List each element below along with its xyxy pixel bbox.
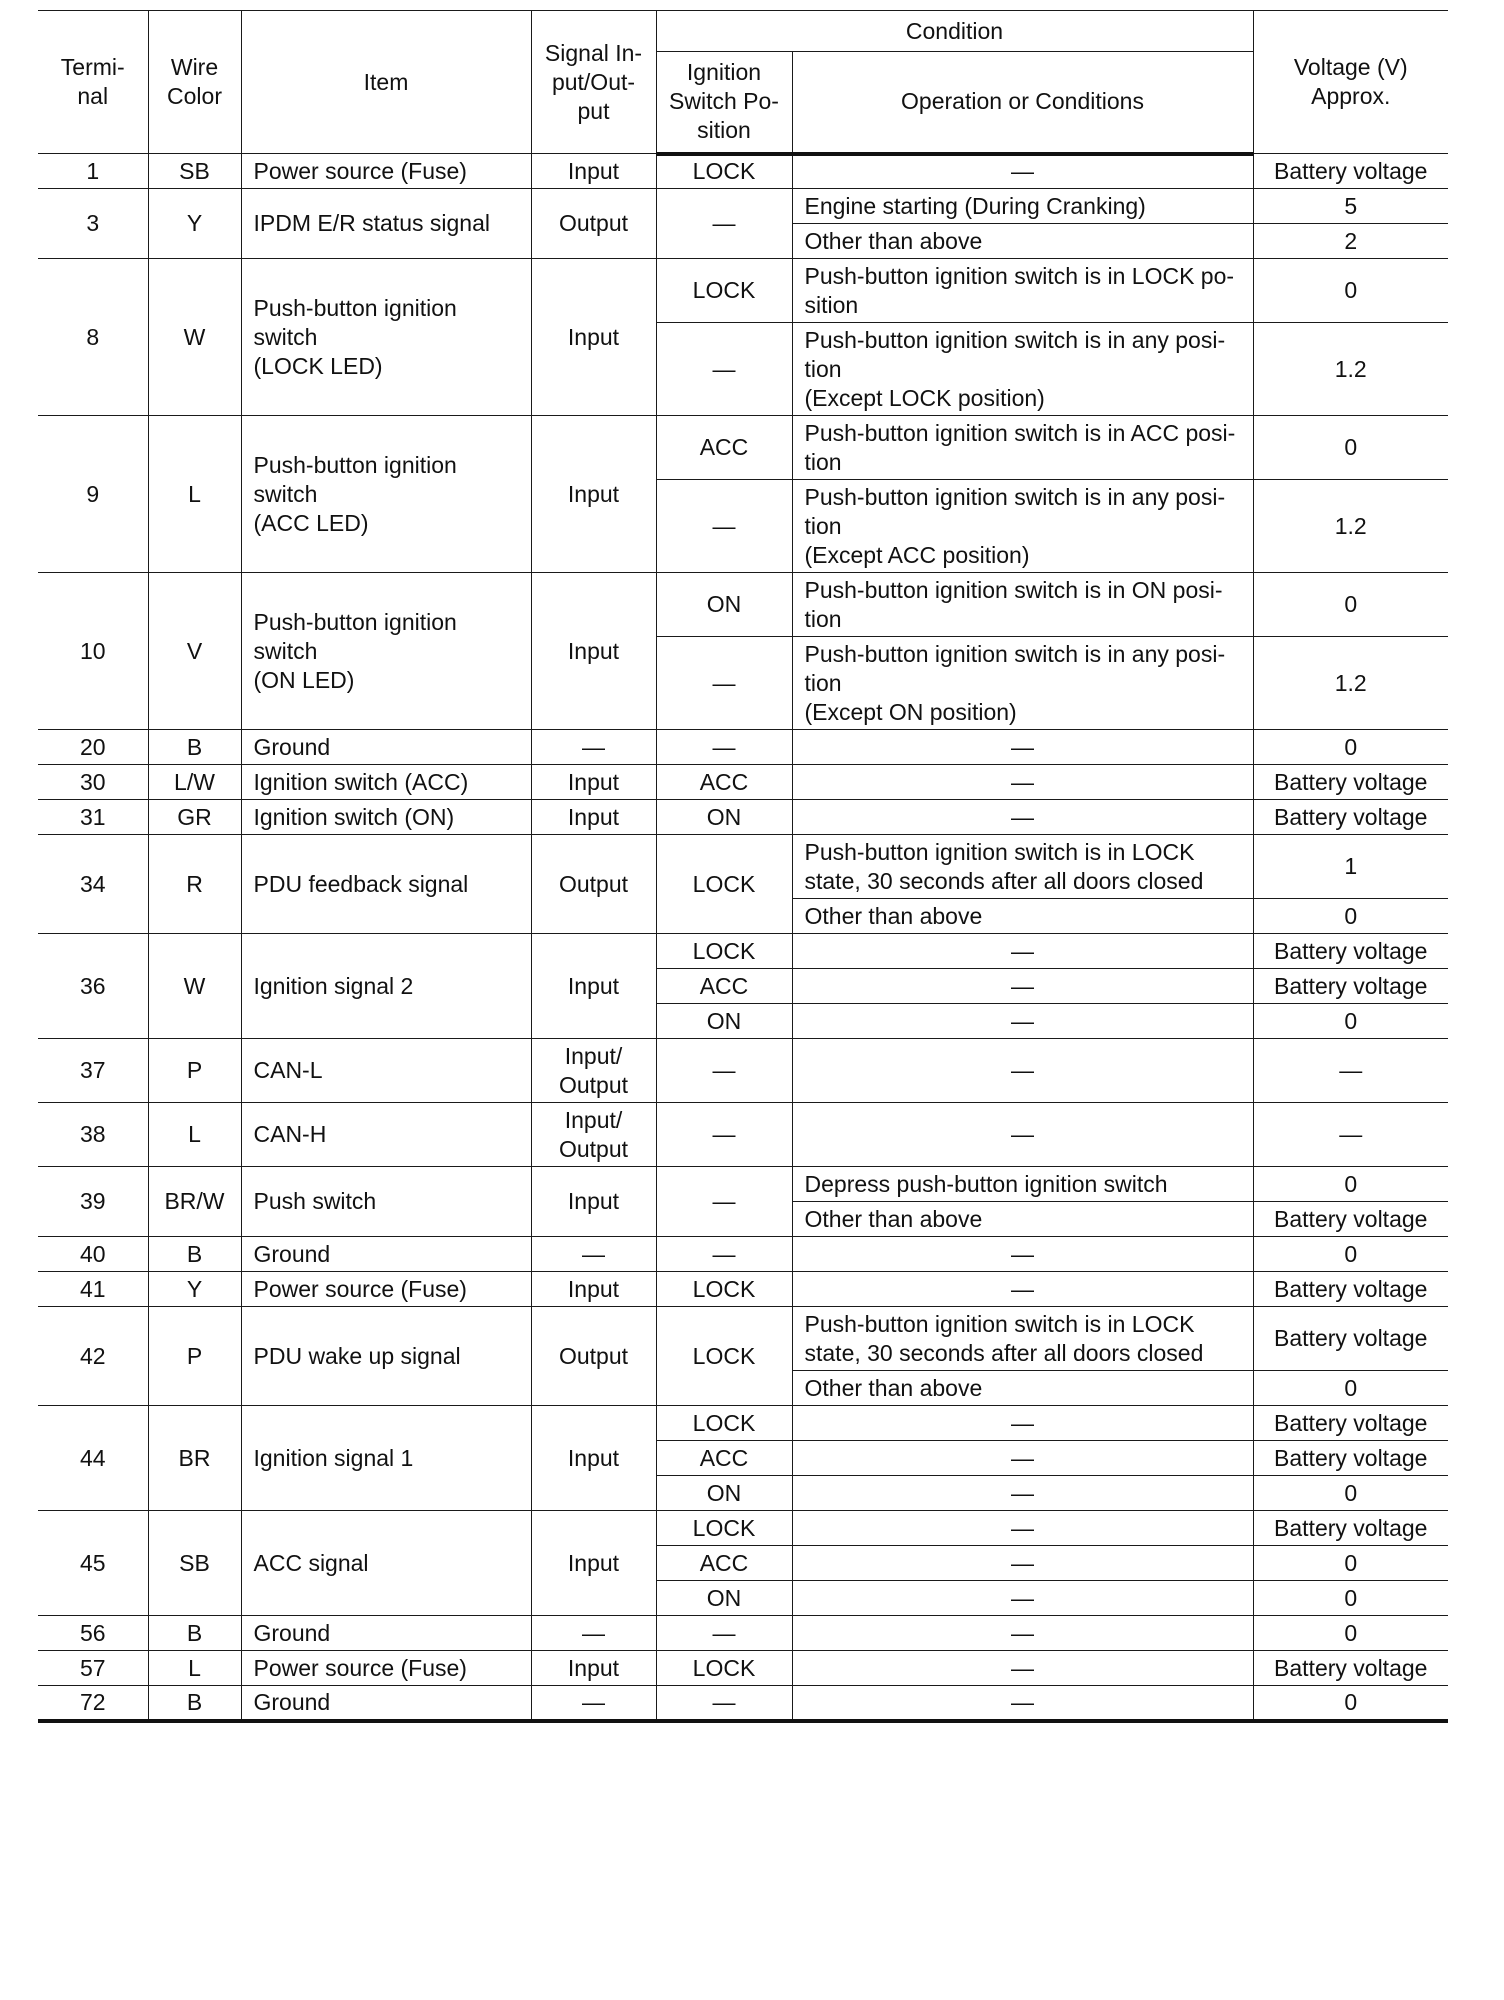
- voltage-value: —: [1253, 1039, 1448, 1103]
- operation-condition: Push-button ignition switch is in LOCK po- sition: [792, 259, 1253, 323]
- voltage-value: 0: [1253, 730, 1448, 765]
- wire-color: BR: [148, 1406, 241, 1511]
- terminal-number: 31: [38, 800, 148, 835]
- table-row: [38, 730, 1448, 765]
- operation-condition: —: [792, 154, 1253, 189]
- operation-condition: Other than above: [792, 1371, 1253, 1406]
- voltage-value: 0: [1253, 416, 1448, 480]
- terminal-number: 44: [38, 1406, 148, 1511]
- wire-color: R: [148, 835, 241, 934]
- item-name: PDU wake up signal: [241, 1307, 531, 1406]
- terminal-number: 3: [38, 189, 148, 259]
- signal-io: Input: [531, 416, 656, 573]
- signal-io: Input/ Output: [531, 1039, 656, 1103]
- voltage-value: 0: [1253, 899, 1448, 934]
- terminal-number: 8: [38, 259, 148, 416]
- item-name: Power source (Fuse): [241, 154, 531, 189]
- ignition-position: LOCK: [656, 1307, 792, 1406]
- wire-color: Y: [148, 1272, 241, 1307]
- voltage-value: Battery voltage: [1253, 1272, 1448, 1307]
- operation-condition: —: [792, 1651, 1253, 1686]
- voltage-value: 5: [1253, 189, 1448, 224]
- operation-condition: —: [792, 934, 1253, 969]
- operation-condition: —: [792, 1004, 1253, 1039]
- operation-condition: Engine starting (During Cranking): [792, 189, 1253, 224]
- item-name: IPDM E/R status signal: [241, 189, 531, 259]
- voltage-value: Battery voltage: [1253, 1441, 1448, 1476]
- item-name: Power source (Fuse): [241, 1651, 531, 1686]
- voltage-value: Battery voltage: [1253, 1406, 1448, 1441]
- ignition-position: —: [656, 730, 792, 765]
- item-name: Push-button ignition switch (ON LED): [241, 573, 531, 730]
- wire-color: B: [148, 730, 241, 765]
- wire-color: L: [148, 416, 241, 573]
- wire-color: W: [148, 259, 241, 416]
- terminal-number: 42: [38, 1307, 148, 1406]
- terminal-number: 39: [38, 1167, 148, 1237]
- ignition-position: ON: [656, 1581, 792, 1616]
- table-row: [38, 259, 1448, 323]
- ignition-position: ACC: [656, 1546, 792, 1581]
- item-name: Ignition switch (ON): [241, 800, 531, 835]
- voltage-value: Battery voltage: [1253, 765, 1448, 800]
- voltage-value: 1: [1253, 835, 1448, 899]
- operation-condition: Push-button ignition switch is in ACC posi- tion: [792, 416, 1253, 480]
- voltage-value: —: [1253, 1103, 1448, 1167]
- operation-condition: —: [792, 1272, 1253, 1307]
- operation-condition: —: [792, 1511, 1253, 1546]
- voltage-value: 1.2: [1253, 637, 1448, 730]
- signal-io: Output: [531, 1307, 656, 1406]
- voltage-value: 0: [1253, 1546, 1448, 1581]
- header-condition: Condition: [656, 11, 1253, 52]
- table-row: [38, 189, 1448, 224]
- signal-io: Output: [531, 189, 656, 259]
- item-name: Push-button ignition switch (LOCK LED): [241, 259, 531, 416]
- voltage-value: 0: [1253, 1476, 1448, 1511]
- voltage-value: 2: [1253, 224, 1448, 259]
- ignition-position: ON: [656, 1004, 792, 1039]
- wire-color: P: [148, 1307, 241, 1406]
- signal-io: Input: [531, 1651, 656, 1686]
- ignition-position: —: [656, 1039, 792, 1103]
- terminal-table-sheet: [38, 10, 1448, 1723]
- item-name: Push-button ignition switch (ACC LED): [241, 416, 531, 573]
- terminal-number: 20: [38, 730, 148, 765]
- operation-condition: —: [792, 1476, 1253, 1511]
- terminal-number: 1: [38, 154, 148, 189]
- header-operation-conditions: Operation or Conditions: [792, 52, 1253, 154]
- operation-condition: —: [792, 1546, 1253, 1581]
- operation-condition: —: [792, 969, 1253, 1004]
- item-name: CAN-H: [241, 1103, 531, 1167]
- ignition-position: —: [656, 637, 792, 730]
- operation-condition: —: [792, 1616, 1253, 1651]
- header-wire-color: Wire Color: [148, 11, 241, 154]
- table-row: [38, 1511, 1448, 1546]
- table-row: [38, 1406, 1448, 1441]
- terminal-number: 56: [38, 1616, 148, 1651]
- item-name: PDU feedback signal: [241, 835, 531, 934]
- voltage-value: 0: [1253, 1004, 1448, 1039]
- wire-color: W: [148, 934, 241, 1039]
- signal-io: Input: [531, 765, 656, 800]
- wire-color: P: [148, 1039, 241, 1103]
- voltage-value: Battery voltage: [1253, 1307, 1448, 1371]
- wire-color: SB: [148, 1511, 241, 1616]
- item-name: Push switch: [241, 1167, 531, 1237]
- item-name: ACC signal: [241, 1511, 531, 1616]
- ignition-position: ACC: [656, 969, 792, 1004]
- signal-io: Input: [531, 934, 656, 1039]
- voltage-value: 1.2: [1253, 480, 1448, 573]
- operation-condition: Push-button ignition switch is in LOCK state, 30 seconds after all doors closed: [792, 835, 1253, 899]
- ignition-position: —: [656, 1237, 792, 1272]
- item-name: Ground: [241, 730, 531, 765]
- voltage-value: 0: [1253, 573, 1448, 637]
- operation-condition: —: [792, 1237, 1253, 1272]
- ignition-position: —: [656, 1686, 792, 1721]
- item-name: CAN-L: [241, 1039, 531, 1103]
- terminal-number: 34: [38, 835, 148, 934]
- ignition-position: LOCK: [656, 1511, 792, 1546]
- terminal-voltage-table: [38, 10, 1448, 1723]
- voltage-value: Battery voltage: [1253, 934, 1448, 969]
- signal-io: —: [531, 1237, 656, 1272]
- ignition-position: LOCK: [656, 1406, 792, 1441]
- ignition-position: ACC: [656, 1441, 792, 1476]
- table-row: [38, 573, 1448, 637]
- voltage-value: 0: [1253, 1581, 1448, 1616]
- signal-io: Input: [531, 1511, 656, 1616]
- voltage-value: Battery voltage: [1253, 1202, 1448, 1237]
- signal-io: Input: [531, 800, 656, 835]
- terminal-number: 72: [38, 1686, 148, 1721]
- ignition-position: —: [656, 480, 792, 573]
- table-body: [38, 154, 1448, 1721]
- terminal-number: 57: [38, 1651, 148, 1686]
- signal-io: Input: [531, 1406, 656, 1511]
- item-name: Ground: [241, 1686, 531, 1721]
- operation-condition: —: [792, 1581, 1253, 1616]
- terminal-number: 9: [38, 416, 148, 573]
- signal-io: Input: [531, 154, 656, 189]
- item-name: Ground: [241, 1616, 531, 1651]
- ignition-position: LOCK: [656, 1651, 792, 1686]
- signal-io: Output: [531, 835, 656, 934]
- voltage-value: 0: [1253, 259, 1448, 323]
- ignition-position: ACC: [656, 765, 792, 800]
- ignition-position: —: [656, 323, 792, 416]
- table-row: [38, 1651, 1448, 1686]
- voltage-value: 0: [1253, 1371, 1448, 1406]
- ignition-position: ON: [656, 800, 792, 835]
- table-row: [38, 835, 1448, 899]
- signal-io: —: [531, 730, 656, 765]
- table-row: [38, 416, 1448, 480]
- terminal-number: 41: [38, 1272, 148, 1307]
- item-name: Ignition switch (ACC): [241, 765, 531, 800]
- operation-condition: Push-button ignition switch is in any posi- tion (Except LOCK position): [792, 323, 1253, 416]
- operation-condition: Other than above: [792, 1202, 1253, 1237]
- operation-condition: —: [792, 1686, 1253, 1721]
- terminal-number: 45: [38, 1511, 148, 1616]
- operation-condition: Push-button ignition switch is in ON posi- tion: [792, 573, 1253, 637]
- operation-condition: Depress push-button ignition switch: [792, 1167, 1253, 1202]
- wire-color: L: [148, 1651, 241, 1686]
- voltage-value: 0: [1253, 1237, 1448, 1272]
- signal-io: —: [531, 1616, 656, 1651]
- table-row: [38, 1616, 1448, 1651]
- wire-color: SB: [148, 154, 241, 189]
- ignition-position: —: [656, 1103, 792, 1167]
- signal-io: —: [531, 1686, 656, 1721]
- voltage-value: 0: [1253, 1616, 1448, 1651]
- ignition-position: ON: [656, 573, 792, 637]
- wire-color: B: [148, 1616, 241, 1651]
- item-name: Ground: [241, 1237, 531, 1272]
- operation-condition: Other than above: [792, 899, 1253, 934]
- voltage-value: Battery voltage: [1253, 1651, 1448, 1686]
- wire-color: V: [148, 573, 241, 730]
- operation-condition: —: [792, 800, 1253, 835]
- item-name: Ignition signal 1: [241, 1406, 531, 1511]
- ignition-position: LOCK: [656, 259, 792, 323]
- ignition-position: —: [656, 1167, 792, 1237]
- operation-condition: Push-button ignition switch is in any posi- tion (Except ON position): [792, 637, 1253, 730]
- signal-io: Input: [531, 259, 656, 416]
- terminal-number: 36: [38, 934, 148, 1039]
- header-voltage: Voltage (V) Approx.: [1253, 11, 1448, 154]
- signal-io: Input: [531, 1272, 656, 1307]
- voltage-value: Battery voltage: [1253, 1511, 1448, 1546]
- ignition-position: —: [656, 1616, 792, 1651]
- wire-color: L: [148, 1103, 241, 1167]
- voltage-value: Battery voltage: [1253, 154, 1448, 189]
- voltage-value: 1.2: [1253, 323, 1448, 416]
- ignition-position: LOCK: [656, 835, 792, 934]
- operation-condition: —: [792, 765, 1253, 800]
- voltage-value: 0: [1253, 1686, 1448, 1721]
- voltage-value: 0: [1253, 1167, 1448, 1202]
- header-item: Item: [241, 11, 531, 154]
- table-row: [38, 800, 1448, 835]
- wire-color: GR: [148, 800, 241, 835]
- table-row: [38, 1167, 1448, 1202]
- operation-condition: —: [792, 1441, 1253, 1476]
- table-row: [38, 1686, 1448, 1721]
- ignition-position: LOCK: [656, 154, 792, 189]
- ignition-position: LOCK: [656, 1272, 792, 1307]
- voltage-value: Battery voltage: [1253, 969, 1448, 1004]
- wire-color: BR/W: [148, 1167, 241, 1237]
- operation-condition: —: [792, 730, 1253, 765]
- item-name: Ignition signal 2: [241, 934, 531, 1039]
- table-row: [38, 1237, 1448, 1272]
- operation-condition: Other than above: [792, 224, 1253, 259]
- ignition-position: LOCK: [656, 934, 792, 969]
- table-row: [38, 1307, 1448, 1371]
- signal-io: Input/ Output: [531, 1103, 656, 1167]
- signal-io: Input: [531, 1167, 656, 1237]
- terminal-number: 40: [38, 1237, 148, 1272]
- wire-color: Y: [148, 189, 241, 259]
- voltage-value: Battery voltage: [1253, 800, 1448, 835]
- header-ignition-position: Ignition Switch Po- sition: [656, 52, 792, 154]
- ignition-position: ON: [656, 1476, 792, 1511]
- wire-color: L/W: [148, 765, 241, 800]
- terminal-number: 38: [38, 1103, 148, 1167]
- ignition-position: —: [656, 189, 792, 259]
- terminal-number: 10: [38, 573, 148, 730]
- table-row: [38, 1039, 1448, 1103]
- table-row: [38, 1272, 1448, 1307]
- table-row: [38, 1103, 1448, 1167]
- header-signal-io: Signal In- put/Out- put: [531, 11, 656, 154]
- header-terminal: Termi- nal: [38, 11, 148, 154]
- ignition-position: ACC: [656, 416, 792, 480]
- operation-condition: —: [792, 1039, 1253, 1103]
- item-name: Power source (Fuse): [241, 1272, 531, 1307]
- operation-condition: —: [792, 1406, 1253, 1441]
- terminal-number: 37: [38, 1039, 148, 1103]
- wire-color: B: [148, 1686, 241, 1721]
- signal-io: Input: [531, 573, 656, 730]
- operation-condition: Push-button ignition switch is in any posi- tion (Except ACC position): [792, 480, 1253, 573]
- table-row: [38, 765, 1448, 800]
- terminal-number: 30: [38, 765, 148, 800]
- operation-condition: Push-button ignition switch is in LOCK state, 30 seconds after all doors closed: [792, 1307, 1253, 1371]
- table-row: [38, 934, 1448, 969]
- table-row: [38, 154, 1448, 189]
- operation-condition: —: [792, 1103, 1253, 1167]
- table-header: [38, 11, 1448, 154]
- wire-color: B: [148, 1237, 241, 1272]
